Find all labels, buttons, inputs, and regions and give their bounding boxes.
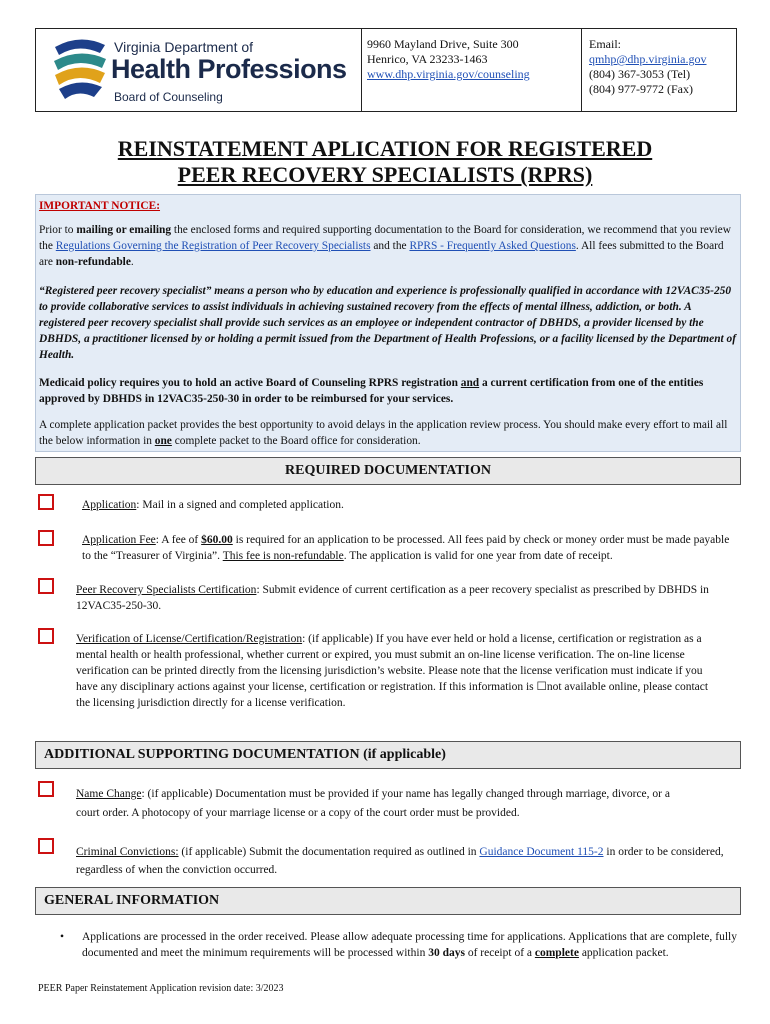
name-change-title: Name Change: [76, 788, 142, 800]
notice-heading: [39, 198, 737, 214]
b1-c: of receipt of a: [464, 947, 535, 959]
notice-heading-text: IMPORTANT NOTICE:: [39, 200, 161, 212]
faq-link[interactable]: RPRS - Frequently Asked Questions: [409, 240, 576, 252]
name-change-text: : (if applicable) Documentation must be provided if your name has legally changed through marriage, divorce, or a court order. A photocopy of your marriage license or a copy of the court order must be provided.: [76, 788, 670, 819]
page-title-line-1: REINSTATEMENT APLICATION FOR REGISTERED: [117, 136, 653, 161]
email-link[interactable]: qmhp@dhp.virginia.gov: [589, 52, 707, 66]
logo: [36, 29, 362, 111]
fee-a: : A fee of: [155, 534, 202, 546]
regulations-link[interactable]: Regulations Governing the Registration of Peer Recovery Specialists: [55, 240, 371, 252]
fee-d: . The application is valid for one year from date of receipt.: [343, 550, 613, 562]
p1-b: mailing or emailing: [76, 224, 172, 236]
application-text: : Mail in a signed and completed application.: [136, 499, 344, 511]
fee-c: This fee is non-refundable: [222, 550, 344, 562]
application-fee-checkbox[interactable]: [38, 530, 54, 546]
p3-b: and: [460, 377, 480, 389]
address-line-2: Henrico, VA 23233-1463: [367, 52, 488, 66]
address-block: [361, 29, 582, 111]
fee-title: Application Fee: [82, 534, 156, 546]
address-line-1: 9960 Mayland Drive, Suite 300: [367, 37, 519, 51]
b1-e: application packet.: [578, 947, 669, 959]
notice-paragraph-2: “Registered peer recovery specialist” means a person who by education and experience is professionally qualified in accordance with 12VAC35-250 to provide collaborative services to assist individuals in achieving sustained recovery from the effects of mental illness, addiction, or both. A registered peer recovery specialist shall provide such services as an employee or independent contractor of DBHDS, a provider licensed by the DBHDS, a practitioner licensed by or holding a permit issued from the Department of Health Professions, or a facility licensed by the Department of Health.: [39, 285, 737, 361]
b1-b: 30 days: [428, 947, 465, 959]
p3-a: Medicaid policy requires you to hold an active Board of Counseling RPRS registration: [39, 377, 461, 389]
page-title-line-2: PEER RECOVERY SPECIALISTS (RPRS): [177, 162, 593, 187]
name-change-checkbox[interactable]: [38, 781, 54, 797]
crim-a: (if applicable) Submit the documentation required as outlined in: [178, 846, 480, 858]
logo-line-1: Virginia Department of: [114, 39, 254, 55]
certification-item: [76, 582, 736, 614]
cert-title: Peer Recovery Specialists Certification: [76, 584, 257, 596]
p4-c: complete packet to the Board office for consideration.: [171, 435, 421, 447]
footer-revision: PEER Paper Reinstatement Application revision date: 3/2023: [38, 983, 284, 994]
p4-a: A complete application packet provides the best opportunity to avoid delays in the application review process. You should make every effort to mail all the below information in: [39, 419, 728, 447]
name-change-item: [76, 785, 676, 823]
fee-b: is required for an application to be processed. All fees paid by check or money order must be made payable to the “Treasurer of Virginia”.: [82, 534, 730, 562]
criminal-title: Criminal Convictions:: [76, 846, 179, 858]
notice-paragraph-4: [39, 417, 737, 449]
p3-c: a current certification from one of the entities approved by DBHDS in 12VAC35-250-30 in order to be reimbursed for your services.: [39, 377, 704, 405]
p4-b: one: [154, 435, 172, 447]
tel-line: (804) 367-3053 (Tel): [589, 67, 691, 81]
guidance-document-link[interactable]: Guidance Document 115-2: [479, 846, 604, 858]
p1-a: Prior to: [39, 224, 77, 236]
certification-checkbox[interactable]: [38, 578, 54, 594]
additional-documentation-heading: ADDITIONAL SUPPORTING DOCUMENTATION (if applicable): [35, 741, 741, 769]
application-fee-item: [82, 532, 737, 564]
cert-text: : Submit evidence of current certification as a peer recovery specialist as prescribed by DBHDS in 12VAC35-250-30.: [76, 584, 709, 612]
criminal-convictions-checkbox[interactable]: [38, 838, 54, 854]
p1-g: .: [130, 256, 134, 268]
dhp-emblem-icon: [50, 35, 110, 105]
general-bullet-1: [82, 929, 737, 961]
notice-paragraph-3: [39, 375, 737, 407]
ver-a: : (if applicable) If you have ever held or hold a license, certification or registration as a mental health or health professional, whether current or expired, you must submit an on-line license verification. The on-line license verification can be printed directly from the licensing jurisdiction’s website. Please note that the license verification must indicate if you have any disciplinary actions against your license, certification or registration. If this information is: [76, 633, 703, 693]
application-title: Application: [82, 499, 137, 511]
p1-e: . All fees submitted to the Board are: [39, 240, 724, 268]
fee-amount: $60.00: [201, 534, 233, 546]
contact-block: [581, 29, 736, 111]
p1-f: non-refundable: [55, 256, 131, 268]
application-item: [82, 497, 732, 513]
fax-line: (804) 977-9772 (Fax): [589, 82, 693, 96]
logo-line-3: Board of Counseling: [114, 90, 223, 104]
website-link[interactable]: www.dhp.virginia.gov/counseling: [367, 67, 530, 81]
p1-d: and the: [370, 240, 410, 252]
logo-line-2: Health Professions: [111, 54, 347, 84]
b1-a: Applications are processed in the order received. Please allow adequate processing time for applications. Applications that are complete, fully documented and meet the minimum requirements will be processed within: [82, 931, 737, 959]
required-documentation-heading: REQUIRED DOCUMENTATION: [35, 457, 741, 485]
application-checkbox[interactable]: [38, 494, 54, 510]
verification-checkbox[interactable]: [38, 628, 54, 644]
important-notice: [35, 194, 741, 452]
letterhead: [35, 28, 737, 112]
general-information-heading: GENERAL INFORMATION: [35, 887, 741, 915]
notice-paragraph-1: [39, 222, 737, 270]
ver-b: not available online, please contact the licensing jurisdiction directly for a license verification.: [76, 681, 709, 709]
email-label: Email:: [589, 37, 621, 51]
ver-title: Verification of License/Certification/Registration: [76, 633, 303, 645]
bullet-icon: •: [60, 931, 65, 943]
email-line: [589, 37, 736, 67]
verification-item: [76, 631, 712, 711]
crim-b: in order to be considered, regardless of when the conviction occurred.: [76, 846, 724, 876]
inline-checkbox-icon: ☐: [536, 681, 547, 693]
criminal-convictions-item: [76, 843, 738, 879]
b1-d: complete: [534, 947, 579, 959]
p1-c: the enclosed forms and required supporting documentation to the Board for consideration, we recommend that you review the: [39, 224, 731, 252]
